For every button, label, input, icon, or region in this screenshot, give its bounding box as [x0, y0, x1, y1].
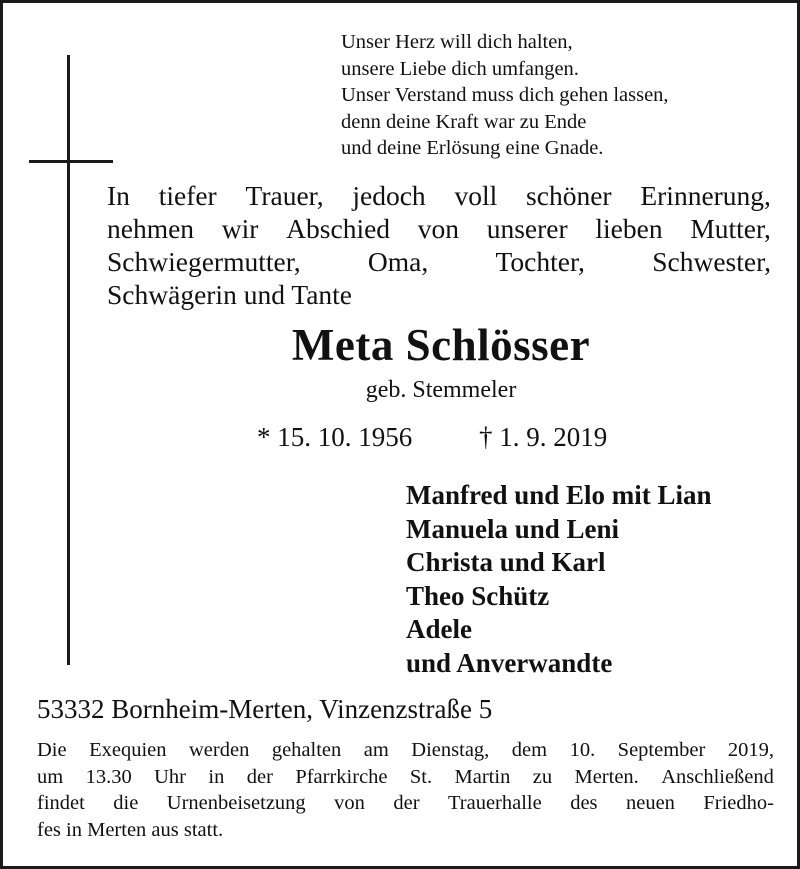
word: 13.30	[85, 765, 132, 788]
intro-line: Schwägerin und Tante	[107, 279, 353, 310]
word: der	[393, 792, 420, 814]
mourners-list	[406, 479, 712, 680]
word: Mutter,	[690, 213, 771, 244]
mourner-item: und Anverwandte	[406, 647, 613, 678]
word: um	[37, 765, 64, 788]
word: werden	[189, 739, 250, 761]
poem-line: Unser Herz will dich halten,	[341, 31, 573, 53]
word: wir	[221, 213, 259, 244]
word: Abschied	[286, 213, 391, 244]
service-line	[37, 790, 774, 817]
word: von	[334, 792, 365, 814]
word: Oma,	[367, 246, 429, 277]
mourner-item: Theo Schütz	[406, 580, 550, 611]
word: 10.	[569, 739, 596, 761]
word: Urnenbeisetzung	[166, 792, 306, 814]
word: In	[107, 180, 130, 211]
intro-line	[107, 245, 771, 278]
service-line: fes in Merten aus statt.	[37, 818, 224, 841]
cross-horizontal-bar	[29, 160, 113, 163]
poem-line: Unser Verstand muss dich gehen lassen,	[341, 84, 669, 106]
mourner-item: Adele	[406, 614, 472, 644]
word: lieben	[595, 213, 663, 244]
word: von	[417, 213, 460, 244]
deceased-name: Meta Schlösser	[291, 320, 591, 370]
intro-text	[107, 179, 771, 311]
intro-line	[107, 179, 771, 212]
word: der	[246, 765, 273, 788]
maiden-name: geb. Stemmeler	[365, 377, 517, 403]
word: voll	[454, 180, 498, 211]
word: Die	[37, 739, 67, 761]
word: Dienstag,	[411, 739, 490, 761]
poem	[341, 29, 761, 162]
word: Exequien	[89, 739, 167, 761]
word: Schwester,	[652, 246, 771, 277]
word: Friedho-	[703, 792, 774, 814]
word: gehalten	[271, 739, 342, 761]
service-line	[37, 764, 774, 791]
word: dem	[511, 739, 548, 761]
family-address: 53332 Bornheim-Merten, Vinzenzstraße 5	[37, 694, 493, 724]
word: Tochter,	[495, 246, 585, 277]
word: jedoch	[352, 180, 426, 211]
word: Martin	[454, 765, 511, 788]
word: des	[570, 792, 598, 814]
word: am	[363, 739, 389, 761]
word: Erinnerung,	[640, 180, 771, 211]
word: St.	[409, 765, 433, 788]
word: die	[113, 792, 139, 814]
intro-line	[107, 212, 771, 245]
word: Anschließend	[661, 765, 774, 788]
mourner-item: Manfred und Elo mit Lian	[406, 480, 712, 510]
word: nehmen	[107, 213, 195, 244]
service-line	[37, 737, 774, 764]
word: unserer	[486, 213, 568, 244]
poem-line: unsere Liebe dich umfangen.	[341, 57, 579, 80]
word: schöner	[526, 180, 612, 211]
word: Merten.	[574, 765, 639, 788]
word: neuen	[625, 792, 675, 814]
word: Schwiegermutter,	[107, 246, 301, 277]
word: in	[208, 765, 225, 788]
poem-line: und deine Erlösung eine Gnade.	[341, 137, 604, 159]
word: Trauerhalle	[447, 792, 542, 814]
death-date: † 1. 9. 2019	[479, 422, 608, 452]
word: 2019,	[727, 739, 774, 761]
word: Pfarrkirche	[295, 765, 388, 788]
service-announcement	[37, 737, 774, 843]
birth-date: * 15. 10. 1956	[257, 422, 413, 452]
word: zu	[532, 765, 553, 788]
word: tiefer	[158, 180, 217, 211]
word: Uhr	[154, 765, 186, 788]
word: September	[617, 739, 706, 761]
mourner-item: Christa und Karl	[406, 547, 606, 577]
mourner-item: Manuela und Leni	[406, 513, 620, 544]
word: Trauer,	[245, 180, 324, 211]
word: findet	[37, 792, 85, 814]
poem-line: denn deine Kraft war zu Ende	[341, 110, 587, 133]
